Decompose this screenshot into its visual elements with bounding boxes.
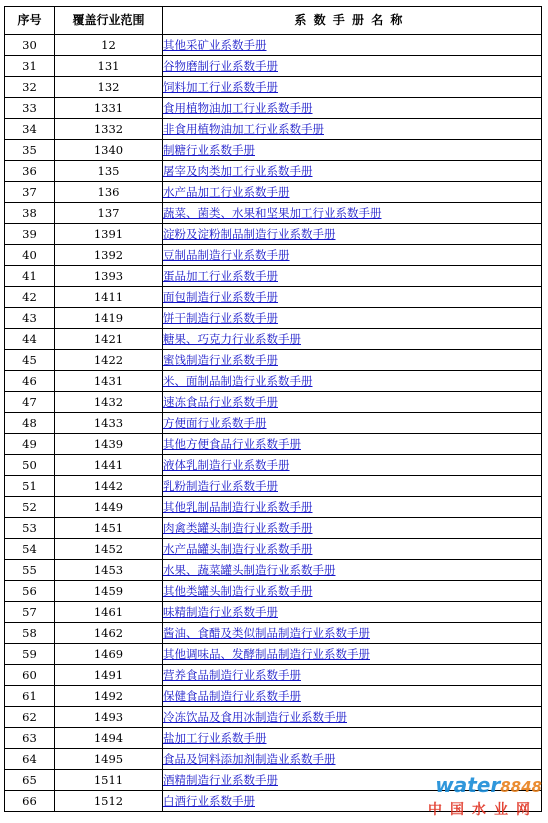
row-manual-name-cell [163, 308, 542, 329]
row-manual-name-cell [163, 602, 542, 623]
table-row [5, 161, 542, 182]
row-seq-cell: 58 [5, 623, 55, 644]
manual-link[interactable]: 糖果、巧克力行业系数手册 [163, 332, 301, 346]
table-row [5, 686, 542, 707]
row-manual-name-cell [163, 392, 542, 413]
watermark-logo-number: 8848 [500, 778, 542, 796]
row-manual-name-cell [163, 476, 542, 497]
row-manual-name-cell [163, 224, 542, 245]
row-manual-name-cell [163, 203, 542, 224]
row-industry-code-cell: 1462 [55, 623, 163, 644]
row-manual-name-cell [163, 455, 542, 476]
table-row [5, 707, 542, 728]
row-industry-code-cell: 1340 [55, 140, 163, 161]
table-row [5, 119, 542, 140]
row-industry-code-cell: 131 [55, 56, 163, 77]
row-industry-code-cell: 1492 [55, 686, 163, 707]
manual-link[interactable]: 食品及饲料添加剂制造业系数手册 [163, 752, 336, 766]
row-seq-cell: 32 [5, 77, 55, 98]
row-seq-cell: 51 [5, 476, 55, 497]
manual-link[interactable]: 饼干制造行业系数手册 [163, 311, 278, 325]
table-row [5, 35, 542, 56]
row-manual-name-cell [163, 371, 542, 392]
manual-link[interactable]: 非食用植物油加工行业系数手册 [163, 122, 324, 136]
table-row [5, 455, 542, 476]
row-seq-cell: 45 [5, 350, 55, 371]
row-seq-cell: 65 [5, 770, 55, 791]
row-seq-cell: 47 [5, 392, 55, 413]
row-manual-name-cell [163, 749, 542, 770]
row-industry-code-cell: 1332 [55, 119, 163, 140]
header-seq: 序号 [5, 7, 55, 35]
row-manual-name-cell [163, 140, 542, 161]
row-manual-name-cell [163, 287, 542, 308]
table-row [5, 371, 542, 392]
row-industry-code-cell: 1433 [55, 413, 163, 434]
row-industry-code-cell: 1459 [55, 581, 163, 602]
row-manual-name-cell [163, 98, 542, 119]
table-row [5, 665, 542, 686]
row-manual-name-cell [163, 791, 542, 812]
table-row [5, 476, 542, 497]
row-industry-code-cell: 132 [55, 77, 163, 98]
row-industry-code-cell: 1442 [55, 476, 163, 497]
row-manual-name-cell [163, 623, 542, 644]
manual-link[interactable]: 水产品罐头制造行业系数手册 [163, 542, 313, 556]
row-seq-cell: 43 [5, 308, 55, 329]
manual-link[interactable]: 冷冻饮品及食用冰制造行业系数手册 [163, 710, 347, 724]
row-industry-code-cell: 1411 [55, 287, 163, 308]
row-seq-cell: 40 [5, 245, 55, 266]
row-industry-code-cell: 1511 [55, 770, 163, 791]
row-industry-code-cell: 135 [55, 161, 163, 182]
manual-link[interactable]: 水产品加工行业系数手册 [163, 185, 290, 199]
manual-link[interactable]: 屠宰及肉类加工行业系数手册 [163, 164, 313, 178]
manual-link[interactable]: 米、面制品制造行业系数手册 [163, 374, 313, 388]
row-seq-cell: 56 [5, 581, 55, 602]
table-row [5, 350, 542, 371]
table-row [5, 413, 542, 434]
row-industry-code-cell: 1451 [55, 518, 163, 539]
table-row [5, 791, 542, 812]
table-row [5, 287, 542, 308]
table-row [5, 581, 542, 602]
manual-link[interactable]: 蔬菜、菌类、水果和坚果加工行业系数手册 [163, 206, 382, 220]
manual-link[interactable]: 白酒行业系数手册 [163, 794, 255, 808]
table-row [5, 308, 542, 329]
manual-link[interactable]: 谷物磨制行业系数手册 [163, 59, 278, 73]
row-industry-code-cell: 1422 [55, 350, 163, 371]
manual-link[interactable]: 营养食品制造行业系数手册 [163, 668, 301, 682]
table-row [5, 602, 542, 623]
table-row [5, 392, 542, 413]
manual-link[interactable]: 水果、蔬菜罐头制造行业系数手册 [163, 563, 336, 577]
row-seq-cell: 50 [5, 455, 55, 476]
manual-link[interactable]: 乳粉制造行业系数手册 [163, 479, 278, 493]
table-row [5, 266, 542, 287]
row-seq-cell: 33 [5, 98, 55, 119]
table-row [5, 56, 542, 77]
manual-link[interactable]: 豆制品制造行业系数手册 [163, 248, 290, 262]
row-manual-name-cell [163, 707, 542, 728]
row-seq-cell: 34 [5, 119, 55, 140]
row-industry-code-cell: 1441 [55, 455, 163, 476]
table-row [5, 728, 542, 749]
row-seq-cell: 52 [5, 497, 55, 518]
row-manual-name-cell [163, 245, 542, 266]
table-row [5, 182, 542, 203]
row-seq-cell: 61 [5, 686, 55, 707]
coefficient-manual-table [4, 6, 542, 812]
row-seq-cell: 57 [5, 602, 55, 623]
table-row [5, 98, 542, 119]
row-seq-cell: 63 [5, 728, 55, 749]
row-seq-cell: 46 [5, 371, 55, 392]
manual-link[interactable]: 蜜饯制造行业系数手册 [163, 353, 278, 367]
row-seq-cell: 36 [5, 161, 55, 182]
row-industry-code-cell: 1452 [55, 539, 163, 560]
row-manual-name-cell [163, 581, 542, 602]
table-row [5, 770, 542, 791]
header-manual-name: 系数手册名称 [163, 7, 542, 35]
row-seq-cell: 60 [5, 665, 55, 686]
row-industry-code-cell: 1421 [55, 329, 163, 350]
row-manual-name-cell [163, 35, 542, 56]
row-seq-cell: 62 [5, 707, 55, 728]
row-industry-code-cell: 1431 [55, 371, 163, 392]
watermark-subtitle: 中国水业网 [428, 802, 538, 818]
manual-link[interactable]: 制糖行业系数手册 [163, 143, 255, 157]
row-manual-name-cell [163, 119, 542, 140]
table-row [5, 140, 542, 161]
row-manual-name-cell [163, 686, 542, 707]
row-industry-code-cell: 1331 [55, 98, 163, 119]
row-industry-code-cell: 12 [55, 35, 163, 56]
table-row [5, 497, 542, 518]
row-seq-cell: 53 [5, 518, 55, 539]
manual-link[interactable]: 淀粉及淀粉制品制造行业系数手册 [163, 227, 336, 241]
row-seq-cell: 59 [5, 644, 55, 665]
row-manual-name-cell [163, 161, 542, 182]
manual-link[interactable]: 肉禽类罐头制造行业系数手册 [163, 521, 313, 535]
manual-link[interactable]: 液体乳制造行业系数手册 [163, 458, 290, 472]
row-industry-code-cell: 1493 [55, 707, 163, 728]
row-industry-code-cell: 137 [55, 203, 163, 224]
row-manual-name-cell [163, 644, 542, 665]
row-manual-name-cell [163, 350, 542, 371]
manual-link[interactable]: 其他乳制品制造行业系数手册 [163, 500, 313, 514]
row-seq-cell: 41 [5, 266, 55, 287]
row-manual-name-cell [163, 770, 542, 791]
row-seq-cell: 48 [5, 413, 55, 434]
manual-link[interactable]: 其他类罐头制造行业系数手册 [163, 584, 313, 598]
row-manual-name-cell [163, 182, 542, 203]
manual-link[interactable]: 其他采矿业系数手册 [163, 38, 267, 52]
table-row [5, 224, 542, 245]
manual-link[interactable]: 味精制造行业系数手册 [163, 605, 278, 619]
manual-link[interactable]: 其他方便食品行业系数手册 [163, 437, 301, 451]
row-seq-cell: 38 [5, 203, 55, 224]
row-manual-name-cell [163, 56, 542, 77]
manual-link[interactable]: 食用植物油加工行业系数手册 [163, 101, 313, 115]
table-row [5, 539, 542, 560]
table-row [5, 77, 542, 98]
table-header-row [5, 7, 542, 35]
row-industry-code-cell: 136 [55, 182, 163, 203]
row-manual-name-cell [163, 413, 542, 434]
row-manual-name-cell [163, 518, 542, 539]
manual-link[interactable]: 其他调味品、发酵制品制造行业系数手册 [163, 647, 370, 661]
row-seq-cell: 55 [5, 560, 55, 581]
manual-link[interactable]: 面包制造行业系数手册 [163, 290, 278, 304]
table-row [5, 644, 542, 665]
manual-link[interactable]: 速冻食品行业系数手册 [163, 395, 278, 409]
table-row [5, 203, 542, 224]
row-manual-name-cell [163, 77, 542, 98]
row-manual-name-cell [163, 266, 542, 287]
header-industry-code: 覆盖行业范围 [55, 7, 163, 35]
row-industry-code-cell: 1432 [55, 392, 163, 413]
row-industry-code-cell: 1469 [55, 644, 163, 665]
table-row [5, 329, 542, 350]
row-industry-code-cell: 1391 [55, 224, 163, 245]
row-industry-code-cell: 1419 [55, 308, 163, 329]
manual-link[interactable]: 方便面行业系数手册 [163, 416, 267, 430]
row-industry-code-cell: 1494 [55, 728, 163, 749]
row-industry-code-cell: 1495 [55, 749, 163, 770]
manual-link[interactable]: 蛋品加工行业系数手册 [163, 269, 278, 283]
row-seq-cell: 49 [5, 434, 55, 455]
row-industry-code-cell: 1449 [55, 497, 163, 518]
row-seq-cell: 42 [5, 287, 55, 308]
manual-link[interactable]: 盐加工行业系数手册 [163, 731, 267, 745]
table-row [5, 518, 542, 539]
watermark-logo-word: water [435, 773, 501, 797]
row-industry-code-cell: 1439 [55, 434, 163, 455]
row-seq-cell: 31 [5, 56, 55, 77]
table-row [5, 623, 542, 644]
row-industry-code-cell: 1461 [55, 602, 163, 623]
table-body [5, 35, 542, 812]
row-manual-name-cell [163, 728, 542, 749]
row-industry-code-cell: 1491 [55, 665, 163, 686]
row-seq-cell: 54 [5, 539, 55, 560]
row-seq-cell: 35 [5, 140, 55, 161]
manual-link[interactable]: 保健食品制造行业系数手册 [163, 689, 301, 703]
row-manual-name-cell [163, 329, 542, 350]
table-row [5, 434, 542, 455]
row-manual-name-cell [163, 434, 542, 455]
row-seq-cell: 39 [5, 224, 55, 245]
manual-link[interactable]: 饲料加工行业系数手册 [163, 80, 278, 94]
table-row [5, 245, 542, 266]
row-industry-code-cell: 1453 [55, 560, 163, 581]
row-manual-name-cell [163, 539, 542, 560]
row-industry-code-cell: 1393 [55, 266, 163, 287]
row-seq-cell: 64 [5, 749, 55, 770]
row-industry-code-cell: 1392 [55, 245, 163, 266]
row-manual-name-cell [163, 665, 542, 686]
manual-link[interactable]: 酱油、食醋及类似制品制造行业系数手册 [163, 626, 370, 640]
row-seq-cell: 37 [5, 182, 55, 203]
row-manual-name-cell [163, 560, 542, 581]
manual-link[interactable]: 酒精制造行业系数手册 [163, 773, 278, 787]
row-seq-cell: 30 [5, 35, 55, 56]
table-row [5, 560, 542, 581]
row-seq-cell: 44 [5, 329, 55, 350]
row-industry-code-cell: 1512 [55, 791, 163, 812]
table-row [5, 749, 542, 770]
row-manual-name-cell [163, 497, 542, 518]
row-seq-cell: 66 [5, 791, 55, 812]
